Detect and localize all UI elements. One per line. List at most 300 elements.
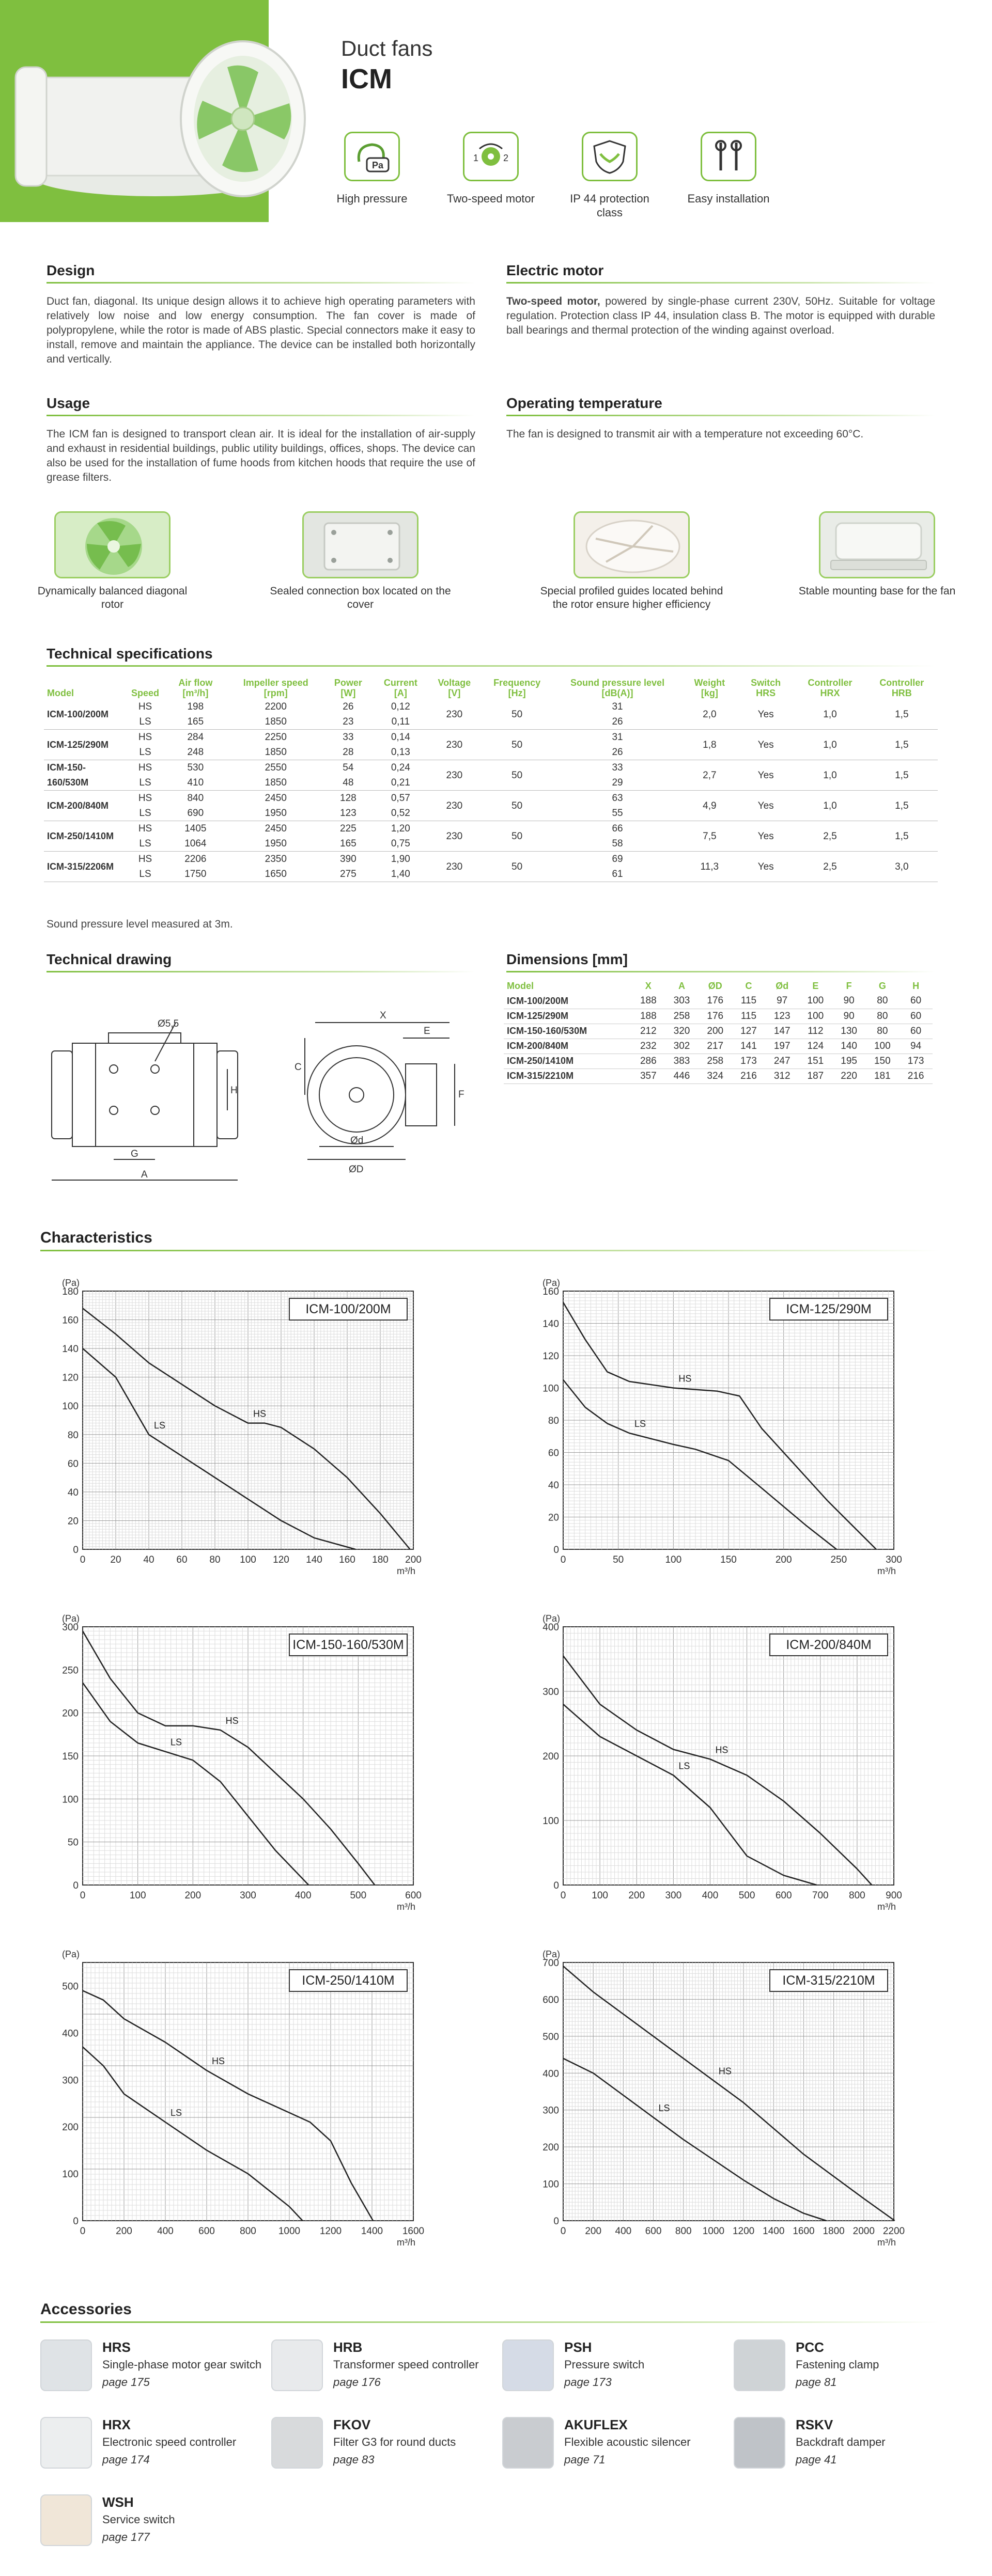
drawing-label-g: G [131,1149,138,1159]
chart-x-tick-label: 1600 [402,2226,425,2237]
accessory-page-link[interactable]: page 83 [333,2453,375,2466]
spec-row [44,730,938,745]
spec-cell: 54 [343,762,354,773]
technical-specifications-table [44,677,938,882]
spec-column-header: Speed [131,688,160,698]
accessory-image [271,2339,323,2391]
spec-cell: 1750 [162,867,229,882]
spec-cell: 1850 [229,775,323,791]
spec-cell: 230 [428,699,481,730]
chart-series-label: LS [171,2108,182,2118]
chart-series-label: LS [634,1419,646,1429]
dimensions-cell: 60 [899,1009,933,1024]
spec-cell: 198 [187,701,204,712]
spec-cell: 2,5 [794,852,865,882]
dimensions-cell: 100 [865,1039,899,1054]
chart-x-tick-label: 2200 [882,2226,905,2237]
chart-x-tick-label: 150 [720,1554,737,1565]
chart-x-tick-label: 800 [240,2226,256,2237]
chart-y-tick-label: 0 [73,1545,79,1556]
dimensions-row [504,1054,933,1069]
accessory-code: PSH [564,2339,592,2355]
spec-cell: 0,12 [391,701,410,712]
feature-label: High pressure [336,192,408,205]
chart-y-tick-label: 180 [62,1286,79,1297]
chart-y-tick-label: 500 [542,2031,559,2043]
accessory-code: AKUFLEX [564,2417,628,2432]
characteristic-chart [52,1947,444,2247]
tech-heading: Technical specifications [47,646,213,662]
svg-text:Pa: Pa [371,160,384,170]
dimensions-cell: 258 [665,1009,699,1024]
drawing-label-e: E [424,1026,430,1036]
spec-cell: 390 [340,854,357,865]
spec-model: ICM-100/200M [44,699,128,730]
spec-cell: HS [138,732,152,743]
spec-cell: 1,0 [794,791,865,821]
chart-x-tick-label: 1400 [361,2226,383,2237]
spec-cell: 33 [343,732,354,743]
spec-cell: 61 [553,867,681,882]
dimensions-cell: 90 [832,1009,866,1024]
product-photo [0,21,320,207]
chart-y-axis-label: (Pa) [542,1613,561,1624]
usage-underline [47,415,475,416]
easy-installation-icon [701,132,756,181]
accessory-name: Flexible acoustic silencer [564,2436,691,2448]
chart-title: ICM-125/290M [786,1302,872,1316]
chart-y-tick-label: 300 [62,1622,79,1633]
chart-x-tick-label: 100 [592,1890,608,1901]
spec-cell: 230 [428,730,481,760]
spec-column-header: Model [47,688,74,698]
spec-column-header: Impeller speed [rpm] [243,678,308,698]
drawing-label-dD: ØD [349,1164,364,1175]
dimensions-cell: 124 [799,1039,832,1054]
accessory-image [40,2494,92,2546]
feature-high-pressure [323,132,421,206]
product-title: ICM [341,64,392,95]
chart-series-label: LS [658,2103,670,2113]
chart-x-tick-label: 600 [645,2226,662,2237]
dimensions-column-header: ØD [708,981,722,991]
dimensions-cell: 94 [899,1039,933,1054]
spec-cell: 63 [612,793,623,804]
spec-column-header: Power [W] [334,678,362,698]
chart-y-tick-label: 120 [62,1372,79,1384]
accessories-heading: Accessories [40,2301,132,2318]
spec-cell: 50 [481,699,553,730]
photo-caption-mounting: Stable mounting base for the fan [798,585,956,597]
chart-x-tick-label: 60 [176,1554,188,1565]
dimensions-heading: Dimensions [mm] [506,951,628,967]
spec-cell: Yes [737,699,794,730]
spec-cell: 840 [187,793,204,804]
spec-cell: HS [138,701,152,712]
chart-title: ICM-200/840M [786,1638,872,1652]
accessory-pcc[interactable] [734,2339,961,2401]
chart-x-tick-label: 800 [675,2226,692,2237]
dimensions-cell: 151 [799,1054,832,1069]
chart-series-label: LS [171,1737,182,1748]
feature-label: Two-speed motor [447,192,535,205]
dimensions-cell: 188 [631,994,665,1009]
spec-cell: HS [138,762,152,773]
characteristic-chart [532,1611,925,1911]
dimensions-cell: 197 [765,1039,799,1054]
chart-x-tick-label: 120 [273,1554,289,1565]
temperature-heading: Operating temperature [506,395,662,411]
chart-y-tick-label: 150 [62,1751,79,1762]
dimensions-cell: 324 [699,1069,732,1083]
dimensions-column-header: H [912,981,920,991]
spec-cell: 26 [553,714,681,730]
chart-x-axis-label: m³/h [397,1902,415,1911]
dimensions-row [504,994,933,1009]
chart-x-tick-label: 1200 [732,2226,755,2237]
spec-cell: 1,20 [391,823,410,834]
spec-model: ICM-150-160/530M [44,760,128,791]
photo-mounting-base [819,511,935,578]
spec-column-header: Switch HRS [751,678,781,698]
chart-x-tick-label: 180 [372,1554,389,1565]
accessory-hrx[interactable] [40,2417,268,2479]
chart-x-tick-label: 200 [628,1890,645,1901]
dimensions-cell: 173 [899,1054,933,1069]
chart-y-axis-label: (Pa) [542,1949,561,1959]
chart-y-tick-label: 100 [542,1383,559,1394]
chart-x-axis-label: m³/h [877,1902,896,1911]
chart-y-tick-label: 200 [62,1708,79,1719]
dimensions-cell: 90 [832,994,866,1009]
photo-guides [574,511,690,578]
dimensions-table-body [504,994,933,1083]
chart-x-tick-label: 40 [143,1554,154,1565]
spec-cell: 2450 [265,793,287,804]
chart-y-tick-label: 60 [67,1458,79,1470]
dimensions-cell: 212 [631,1024,665,1039]
dimensions-model: ICM-125/290M [504,1009,631,1024]
chart-y-tick-label: 100 [542,1816,559,1827]
dimensions-column-header: E [812,981,819,991]
chart-y-tick-label: 100 [542,2179,559,2190]
chart-x-tick-label: 300 [240,1890,256,1901]
dimensions-model: ICM-100/200M [504,994,631,1009]
dimensions-table [504,979,933,1084]
dimensions-cell: 302 [665,1039,699,1054]
chart-x-axis-label: m³/h [397,1566,415,1575]
chart-y-tick-label: 140 [542,1318,559,1330]
chart-x-tick-label: 400 [295,1890,312,1901]
accessory-code: HRB [333,2339,363,2355]
accessory-code: PCC [796,2339,824,2355]
dimensions-cell: 216 [732,1069,766,1083]
spec-cell: 50 [481,821,553,852]
dimensions-cell: 150 [865,1054,899,1069]
chart-y-tick-label: 160 [62,1315,79,1326]
photo-connection-box [302,511,419,578]
chart-title: ICM-100/200M [305,1302,391,1316]
accessory-page-link[interactable]: page 176 [333,2376,381,2389]
drawing-heading: Technical drawing [47,951,172,967]
design-underline [47,282,475,284]
chart-x-tick-label: 0 [560,2226,566,2237]
spec-cell: LS [128,714,162,730]
chart-y-tick-label: 80 [67,1430,79,1441]
chart-series-label: HS [253,1408,267,1419]
accessory-page-link[interactable]: page 175 [102,2376,150,2389]
chart-title: ICM-315/2210M [782,1973,875,1988]
chart-x-tick-label: 1000 [278,2226,301,2237]
dimensions-cell: 140 [832,1039,866,1054]
chart-y-tick-label: 200 [542,1751,559,1762]
accessory-hrb[interactable] [271,2339,499,2401]
chart-x-tick-label: 100 [240,1554,256,1565]
spec-column-header: Sound pressure level [dB(A)] [570,678,665,698]
spec-cell: LS [128,745,162,760]
chart-y-tick-label: 400 [542,2068,559,2080]
chart-y-tick-label: 700 [542,1958,559,1969]
dimensions-cell: 312 [765,1069,799,1083]
drawing-label-x: X [380,1010,386,1021]
spec-cell: 69 [612,854,623,865]
accessory-image [734,2339,785,2391]
spec-cell: 0,14 [391,732,410,743]
accessory-image [734,2417,785,2469]
spec-cell: 1850 [229,714,323,730]
chart-y-tick-label: 400 [62,2028,79,2039]
chart-x-axis-label: m³/h [877,2237,896,2247]
accessory-rskv[interactable] [734,2417,961,2479]
feature-label: IP 44 protection class [570,192,649,219]
dimensions-cell: 187 [799,1069,832,1083]
drawing-label-c: C [295,1062,302,1073]
spec-model: ICM-250/1410M [44,821,128,852]
accessory-code: HRX [102,2417,131,2432]
chart-y-tick-label: 40 [548,1480,559,1491]
chart-x-tick-label: 200 [116,2226,132,2237]
spec-row [44,821,938,837]
chart-y-tick-label: 80 [548,1416,559,1426]
dimensions-cell: 258 [699,1054,732,1069]
spec-cell: 48 [323,775,374,791]
dimensions-cell: 383 [665,1054,699,1069]
chart-y-tick-label: 200 [542,2142,559,2154]
spec-cell: 28 [323,745,374,760]
spec-cell: 165 [162,714,229,730]
spec-cell: 1850 [229,745,323,760]
accessory-fkov[interactable] [271,2417,499,2479]
spec-cell: 0,75 [374,836,428,852]
spec-cell: Yes [737,730,794,760]
spec-row [44,852,938,867]
spec-cell: 1,8 [682,730,737,760]
spec-cell: 2200 [265,701,287,712]
accessory-page-link[interactable]: page 177 [102,2531,150,2543]
chart-y-axis-label: (Pa) [62,1949,80,1959]
spec-cell: 123 [323,806,374,821]
accessory-image [40,2339,92,2391]
drawing-label-a: A [141,1169,148,1180]
dimensions-cell: 123 [765,1009,799,1024]
chart-y-tick-label: 0 [73,1880,79,1891]
spec-cell: HS [138,793,152,804]
chart-x-tick-label: 250 [830,1554,847,1565]
spec-cell: 0,57 [391,793,410,804]
spec-cell: 58 [553,836,681,852]
chart-x-tick-label: 2000 [853,2226,875,2237]
spec-cell: 7,5 [682,821,737,852]
dimensions-cell: 173 [732,1054,766,1069]
accessory-image [271,2417,323,2469]
dimensions-cell: 446 [665,1069,699,1083]
dimensions-cell: 181 [865,1069,899,1083]
photo-caption-connection-box: Sealed connection box located on the cover [270,585,451,610]
spec-header-row [44,677,938,699]
drawing-label-f: F [458,1089,464,1100]
dimensions-cell: 188 [631,1009,665,1024]
chart-x-tick-label: 0 [80,1554,86,1565]
chart-y-tick-label: 0 [73,2216,79,2227]
spec-cell: 2,7 [682,760,737,791]
chart-y-tick-label: 600 [542,1994,559,2006]
chart-x-tick-label: 100 [129,1890,146,1901]
accessory-page-link[interactable]: page 71 [564,2453,606,2466]
spec-cell: 1950 [229,836,323,852]
spec-cell: 1,5 [866,821,938,852]
chart-series-label: HS [715,1745,729,1755]
dimensions-cell: 60 [899,1024,933,1039]
motor-text-bold: Two-speed motor, [506,295,600,307]
chart-y-tick-label: 160 [542,1286,559,1297]
photo-caption-rotor: Dynamically balanced diagonal rotor [37,585,188,610]
accessory-name: Pressure switch [564,2358,645,2371]
spec-cell: 50 [481,791,553,821]
accessory-page-link[interactable]: page 173 [564,2376,612,2389]
chart-x-tick-label: 600 [405,1890,422,1901]
chart-y-tick-label: 0 [553,1545,559,1556]
temperature-text: The fan is designed to transmit air with a temperature not exceeding 60°C. [506,428,864,440]
technical-drawing [47,981,475,1208]
chart-x-tick-label: 1600 [793,2226,815,2237]
accessory-name: Fastening clamp [796,2358,879,2371]
accessory-code: RSKV [796,2417,833,2432]
dimensions-cell: 195 [832,1054,866,1069]
spec-cell: 50 [481,760,553,791]
chart-x-tick-label: 600 [198,2226,215,2237]
dimensions-cell: 80 [865,1009,899,1024]
chart-x-tick-label: 1800 [823,2226,845,2237]
drawing-label-h: H [230,1085,238,1096]
chart-y-tick-label: 300 [542,2105,559,2116]
spec-cell: 128 [340,793,357,804]
product-title-block [341,36,432,95]
chart-x-tick-label: 200 [775,1554,792,1565]
spec-cell: 55 [553,806,681,821]
accessory-page-link[interactable]: page 174 [102,2453,150,2466]
spec-column-header: Weight [kg] [694,678,725,698]
spec-cell: 31 [612,701,623,712]
accessory-psh[interactable] [502,2339,730,2401]
accessory-akuflex[interactable] [502,2417,730,2479]
spec-cell: 26 [343,701,354,712]
chart-x-tick-label: 300 [665,1890,682,1901]
chart-y-tick-label: 100 [62,2169,79,2180]
chart-x-tick-label: 0 [80,1890,86,1901]
motor-text [506,294,935,338]
sound-note: Sound pressure level measured at 3m. [47,918,233,930]
spec-cell: 530 [187,762,204,773]
chart-x-tick-label: 300 [886,1554,902,1565]
chart-y-tick-label: 120 [542,1351,559,1362]
accessory-hrs[interactable] [40,2339,268,2401]
chart-x-tick-label: 400 [157,2226,174,2237]
chart-x-tick-label: 1400 [763,2226,785,2237]
dimensions-cell: 176 [699,994,732,1009]
spec-column-header: Controller HRX [808,678,853,698]
accessory-page-link[interactable]: page 41 [796,2453,837,2466]
chart-y-axis-label: (Pa) [542,1278,561,1288]
dimensions-cell: 247 [765,1054,799,1069]
chart-x-tick-label: 140 [306,1554,322,1565]
spec-cell: LS [128,806,162,821]
chart-x-tick-label: 800 [849,1890,865,1901]
spec-cell: 50 [481,852,553,882]
dimensions-row [504,1039,933,1054]
chart-x-tick-label: 20 [110,1554,121,1565]
usage-heading: Usage [47,395,90,411]
spec-cell: 2550 [265,762,287,773]
spec-row [44,760,938,776]
accessories-underline [40,2321,939,2323]
drawing-label-d55: Ø5,5 [158,1018,179,1029]
spec-column-header: Frequency [Hz] [493,678,541,698]
product-subtitle: Duct fans [341,36,433,60]
dimensions-cell: 217 [699,1039,732,1054]
spec-cell: 1,5 [866,760,938,791]
accessory-page-link[interactable]: page 81 [796,2376,837,2389]
spec-cell: 2,0 [682,699,737,730]
spec-model: ICM-200/840M [44,791,128,821]
accessory-name: Filter G3 for round ducts [333,2436,456,2448]
chart-y-tick-label: 200 [62,2122,79,2133]
spec-cell: 690 [162,806,229,821]
spec-cell: LS [128,836,162,852]
accessory-wsh[interactable] [40,2494,268,2556]
chart-x-tick-label: 160 [339,1554,355,1565]
chart-y-axis-label: (Pa) [62,1613,80,1624]
dimensions-cell: 60 [899,994,933,1009]
dimensions-row [504,1009,933,1024]
chart-y-tick-label: 300 [62,2075,79,2086]
chart-x-tick-label: 0 [560,1554,566,1565]
spec-cell: 1,5 [866,730,938,760]
chart-x-tick-label: 500 [350,1890,367,1901]
dimensions-row [504,1024,933,1039]
spec-cell: 230 [428,821,481,852]
drawing-label-dd: Ød [350,1135,364,1146]
chart-series-label: HS [718,2066,732,2077]
spec-cell: 23 [323,714,374,730]
spec-cell: Yes [737,821,794,852]
chart-series-label: LS [678,1761,690,1771]
feature-label: Easy installation [687,192,770,205]
spec-cell: 1,0 [794,699,865,730]
characteristic-chart [52,1611,444,1911]
spec-cell: 0,21 [374,775,428,791]
drawing-underline [47,971,475,972]
chart-y-tick-label: 50 [67,1837,79,1848]
